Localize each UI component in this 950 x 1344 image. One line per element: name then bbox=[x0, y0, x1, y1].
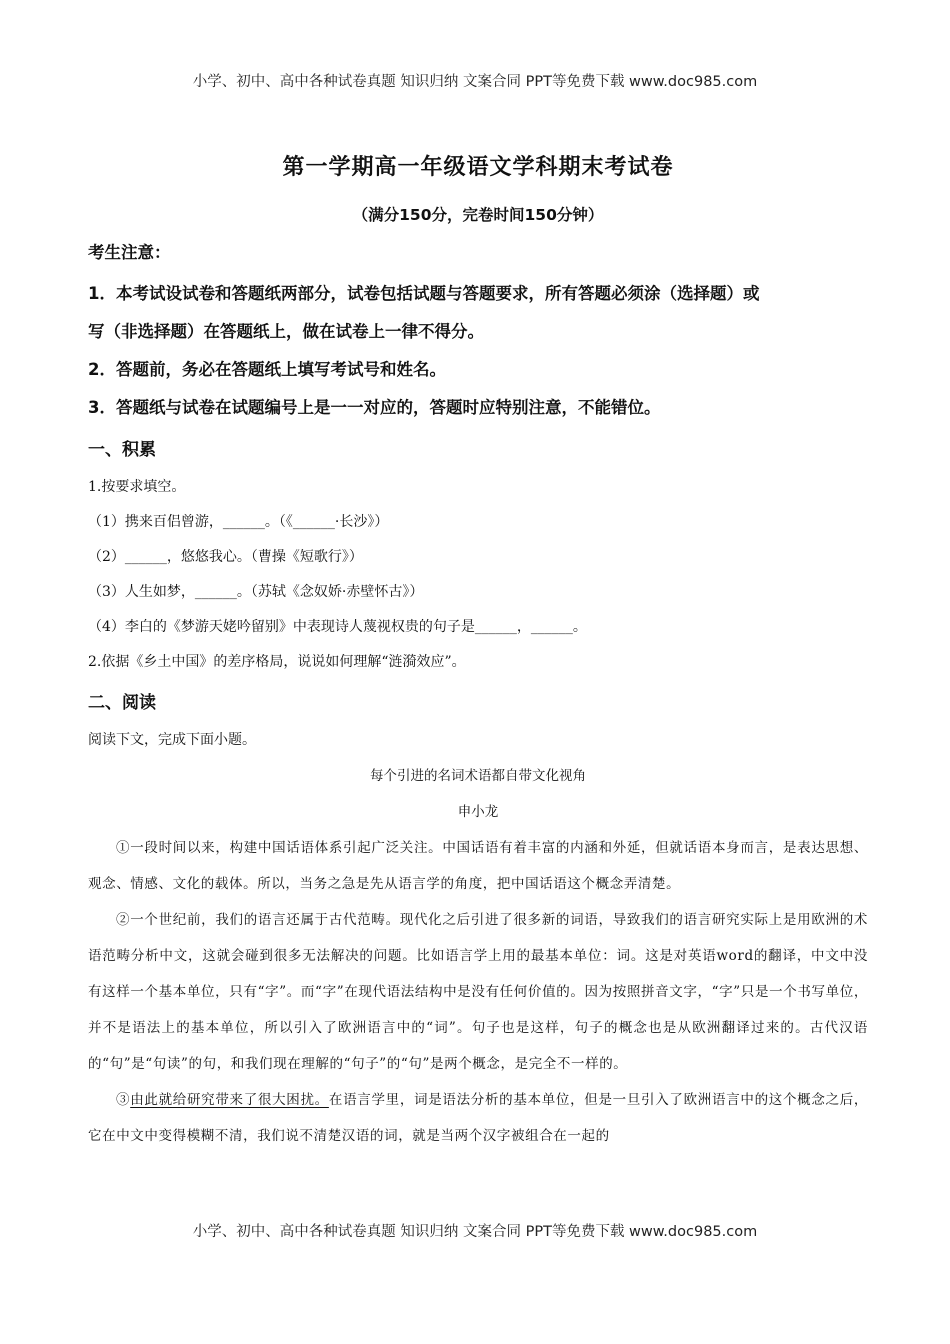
question-1-item: （2）______，悠悠我心。（曹操《短歌行》） bbox=[88, 549, 363, 565]
article-paragraph-2: ②一个世纪前，我们的语言还属于古代范畴。现代化之后引进了很多新的词语，导致我们的语言研究实际上是用欧洲的术语范畴分析中文，这就会碰到很多无法解决的问题。比如语言学上用的最基本单位：词。这是对英语word的翻译，中文中没有这样一个基本单位，只有“字”。而“字”在现代语法结构中是没有任何价值的。因为按照拼音文字，“字”只是一个书写单位，并不是语法上的基本单位，所以引入了欧洲语言中的“词”。句子也是这样，句子的概念也是从欧洲翻译过来的。古代汉语的“句”是“句读”的句，和我们现在理解的“句子”的“句”是两个概念，是完全不一样的。 bbox=[88, 912, 868, 1072]
reading-instruction: 阅读下文，完成下面小题。 bbox=[88, 732, 256, 748]
article-paragraph-3 bbox=[88, 1082, 868, 1154]
question-1-prompt: 1.按要求填空。 bbox=[88, 479, 186, 495]
page-header-watermark: 小学、初中、高中各种试卷真题 知识归纳 文案合同 PPT等免费下载 www.doc985.com bbox=[192, 74, 758, 90]
exam-subtitle: （满分150分，完卷时间150分钟） bbox=[352, 206, 604, 224]
page-footer-watermark: 小学、初中、高中各种试卷真题 知识归纳 文案合同 PPT等免费下载 www.doc985.com bbox=[192, 1224, 758, 1240]
notice-item: 写（非选择题）在答题纸上，做在试卷上一律不得分。 bbox=[88, 322, 484, 341]
exam-content bbox=[88, 150, 868, 1154]
notice-item: 1．本考试设试卷和答题纸两部分，试卷包括试题与答题要求，所有答题必须涂（选择题）或 bbox=[88, 284, 760, 303]
paragraph-marker: ③ bbox=[116, 1092, 131, 1108]
section-heading-reading: 二、阅读 bbox=[88, 693, 156, 713]
question-1-item: （3）人生如梦，______。（苏轼《念奴娇·赤壁怀古》） bbox=[88, 584, 424, 600]
article-title: 每个引进的名词术语都自带文化视角 bbox=[370, 768, 586, 784]
notice-heading: 考生注意： bbox=[88, 243, 171, 262]
underlined-sentence: 由此就给研究带来了很大困扰。 bbox=[130, 1092, 329, 1108]
article-paragraph-1: ①一段时间以来，构建中国话语体系引起广泛关注。中国话语有着丰富的内涵和外延，但就话语本身而言，是表达思想、观念、情感、文化的载体。所以，当务之急是先从语言学的角度，把中国话语这个概念弄清楚。 bbox=[88, 840, 868, 892]
section-heading-accumulation: 一、积累 bbox=[88, 440, 156, 460]
question-1-item: （4）李白的《梦游天姥吟留别》中表现诗人蔑视权贵的句子是______，______。 bbox=[88, 619, 587, 635]
paragraph-text: 在语言学里，词是语法分析的基本单位，但是一旦引入了欧洲语言中的这个概念之后，它在中文中变得模糊不清，我们说不清楚汉语的词，就是当两个汉字被组合在一起的 bbox=[88, 1092, 868, 1144]
article-author: 申小龙 bbox=[457, 804, 499, 820]
question-2-prompt: 2.依据《乡土中国》的差序格局，说说如何理解“涟漪效应”。 bbox=[88, 654, 466, 670]
notice-item: 2．答题前，务必在答题纸上填写考试号和姓名。 bbox=[88, 360, 446, 379]
notice-item: 3．答题纸与试卷在试题编号上是一一对应的，答题时应特别注意，不能错位。 bbox=[88, 398, 661, 417]
question-1-item: （1）携来百侣曾游，______。（《______·长沙》） bbox=[88, 514, 389, 530]
exam-title: 第一学期高一年级语文学科期末考试卷 bbox=[282, 155, 674, 180]
